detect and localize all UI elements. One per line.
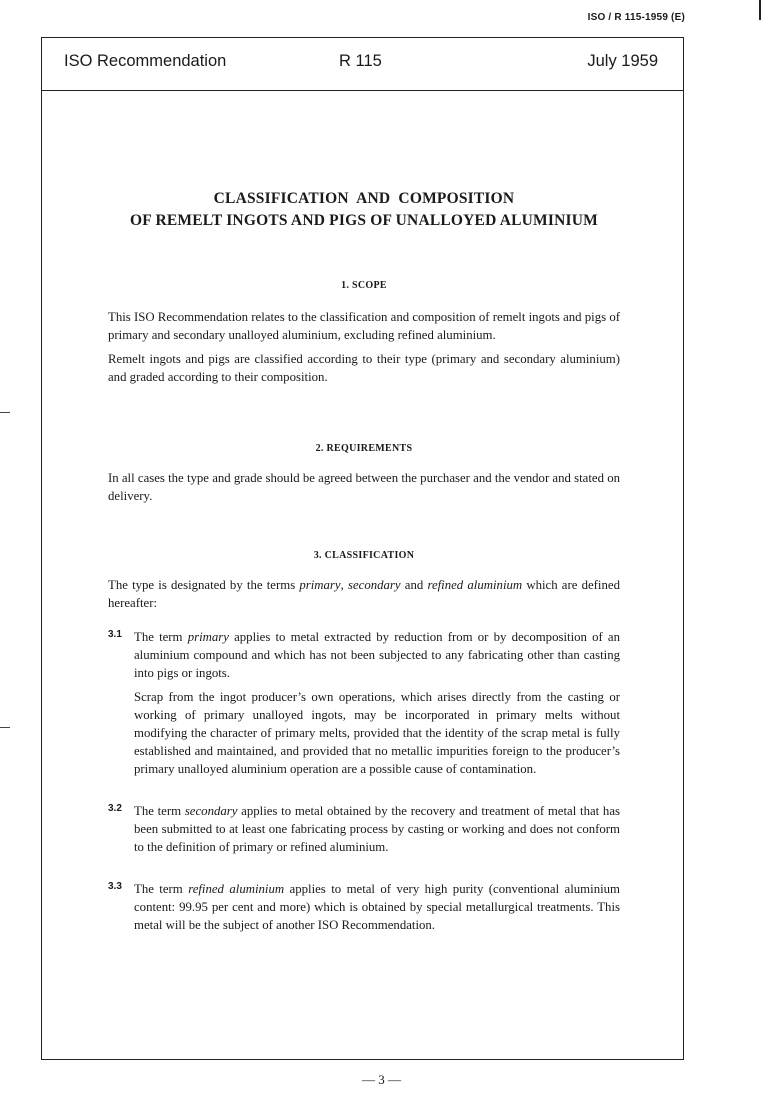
document-body [108, 188, 620, 934]
clause-text-part: The term [134, 630, 188, 644]
document-title-line-2: OF REMELT INGOTS AND PIGS OF UNALLOYED ALUMINIUM [130, 212, 598, 229]
intro-text: , [340, 578, 348, 592]
classification-intro [108, 576, 620, 612]
header-date: July 1959 [587, 52, 658, 70]
page-frame [41, 37, 684, 1060]
clause-text-part: applies to metal extracted by reduction from or by decomposition of an aluminium compound and which has not been subjected to any fabricating other than casting into pigs or ingots. [134, 630, 620, 680]
requirements-paragraph: In all cases the type and grade should be agreed between the purchaser and the vendor and stated on delivery. [108, 471, 620, 503]
scope-heading: 1. SCOPE [341, 280, 387, 291]
scope-paragraph-2: Remelt ingots and pigs are classified according to their type (primary and secondary aluminium) and graded according to their composition. [108, 352, 620, 384]
scope-paragraph-1: This ISO Recommendation relates to the classification and composition of remelt ingots and pigs of primary and secondary unalloyed aluminium, excluding refined aluminium. [108, 310, 620, 342]
requirements-heading: 2. REQUIREMENTS [315, 443, 413, 454]
clause-number: 3.2 [108, 803, 122, 814]
clause-3-3 [108, 880, 620, 934]
clause-text-part: applies to metal obtained by the recovery and treatment of metal that has been submitted to at least one fabricating process by casting or working and does not conform to the definition of primary or refined aluminium. [134, 804, 620, 854]
clause-term: refined aluminium [188, 882, 285, 896]
classification-heading: 3. CLASSIFICATION [313, 550, 415, 561]
document-title-line-1: CLASSIFICATION AND COMPOSITION [213, 190, 515, 207]
clause-text-part: The term [134, 882, 189, 896]
margin-tick [0, 727, 10, 728]
intro-text: The type is designated by the terms [108, 578, 300, 592]
clause-term: secondary [184, 804, 238, 818]
clause-number: 3.1 [108, 629, 122, 640]
clause-text [134, 802, 620, 856]
term-primary: primary [299, 578, 341, 592]
clause-text [134, 880, 620, 934]
clause-number: 3.3 [108, 881, 122, 892]
clause-text-part: applies to metal of very high purity (conventional aluminium content: 99.95 per cent and more) which is obtained by special metallurgical treatments. This metal will be the subject of another ISO Recommendation. [134, 882, 621, 932]
header-series: ISO Recommendation [64, 52, 227, 70]
header-number: R 115 [339, 52, 382, 70]
intro-text: and [400, 578, 428, 592]
document-reference: ISO / R 115-1959 (E) [587, 12, 685, 23]
page-number: — 3 — [362, 1072, 401, 1087]
intro-text: which are defined hereafter: [108, 578, 620, 610]
term-refined: refined aluminium [427, 578, 523, 592]
margin-tick [0, 412, 10, 413]
clause-text-part: The term [134, 804, 185, 818]
term-secondary: secondary [347, 578, 401, 592]
clause-3-2 [108, 802, 620, 856]
page-edge-mark [759, 0, 761, 20]
clause-3-1-paragraph-2: Scrap from the ingot producer’s own operations, which arises directly from the casting or working of primary unalloyed ingots, may be incorporated in primary melts without modifying the character of primary melts, provided that the identity of the scrap metal is fully established and maintained, and provided that no metallic impurities foreign to the producer’s primary unalloyed aluminium operation are a possible cause of contamination. [134, 690, 620, 776]
clause-text [134, 628, 620, 682]
clause-term: primary [187, 630, 229, 644]
header-bar [42, 38, 683, 91]
clause-3-1 [108, 628, 620, 778]
